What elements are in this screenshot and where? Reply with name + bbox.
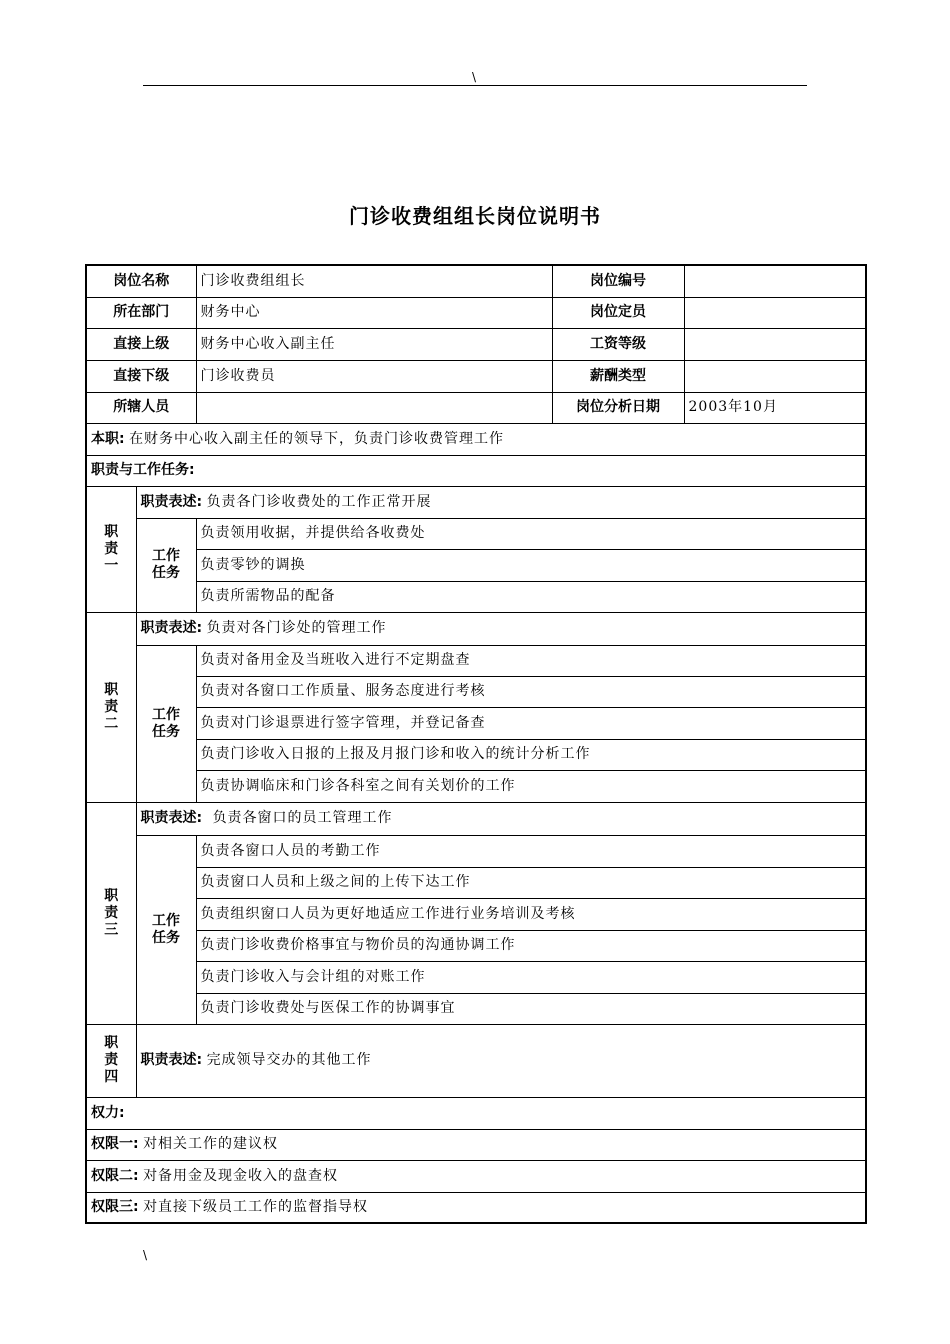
document-title: 门诊收费组组长岗位说明书 <box>349 204 601 228</box>
task-row <box>86 676 866 707</box>
task-item: 负责对各窗口工作质量、服务态度进行考核 <box>196 676 866 707</box>
statement-text: 负责各窗口的员工管理工作 <box>212 810 393 826</box>
power-text: 对备用金及现金收入的盘查权 <box>143 1167 339 1184</box>
task-item: 负责窗口人员和上级之间的上传下达工作 <box>196 867 866 898</box>
field-label: 岗位分析日期 <box>552 392 684 423</box>
task-row <box>86 549 866 581</box>
field-value: 2003年10月 <box>684 392 866 423</box>
field-value <box>196 392 552 423</box>
task-row <box>86 707 866 739</box>
field-value: 门诊收费员 <box>196 360 552 392</box>
duty-name: 职 责 二 <box>86 612 136 802</box>
duty-name: 职 责 三 <box>86 802 136 1024</box>
power-separator: : <box>133 1167 139 1184</box>
statement-text: 负责各门诊收费处的工作正常开展 <box>206 493 432 510</box>
duty-statement-row <box>86 1024 866 1097</box>
task-item: 负责门诊收费处与医保工作的协调事宜 <box>196 993 866 1024</box>
footer-mark: \ <box>143 1248 148 1262</box>
task-item: 负责零钞的调换 <box>196 549 866 581</box>
power-row <box>86 1129 866 1160</box>
task-row <box>86 835 866 867</box>
statement-label: 职责表述: <box>140 810 203 826</box>
power-row <box>86 1160 866 1192</box>
duty-summary-label: 本职: <box>91 430 125 447</box>
task-item: 负责对门诊退票进行签字管理，并登记备查 <box>196 707 866 739</box>
field-label: 薪酬类型 <box>552 360 684 392</box>
info-row <box>86 297 866 328</box>
statement-text: 负责对各门诊处的管理工作 <box>206 620 387 636</box>
info-row <box>86 265 866 297</box>
task-row <box>86 961 866 993</box>
field-value: 财务中心收入副主任 <box>196 328 552 360</box>
duty-statement-row <box>86 486 866 518</box>
field-label: 岗位编号 <box>552 265 684 297</box>
task-row <box>86 993 866 1024</box>
duty-name: 职 责 四 <box>86 1024 136 1097</box>
field-label: 岗位定员 <box>552 297 684 328</box>
statement-label: 职责表述: <box>140 493 203 510</box>
task-item: 负责组织窗口人员为更好地适应工作进行业务培训及考核 <box>196 898 866 930</box>
power-separator: : <box>133 1198 139 1215</box>
task-item: 负责所需物品的配备 <box>196 581 866 612</box>
task-label: 工作 任务 <box>136 835 196 1024</box>
powers-header: 权力: <box>86 1097 866 1129</box>
statement-label: 职责表述: <box>140 620 203 636</box>
field-value <box>684 265 866 297</box>
duty-summary-text: 在财务中心收入副主任的领导下，负责门诊收费管理工作 <box>129 430 505 447</box>
task-item: 负责门诊收入日报的上报及月报门诊和收入的统计分析工作 <box>196 739 866 770</box>
duty-statement-row <box>86 802 866 835</box>
powers-header-row <box>86 1097 866 1129</box>
field-value <box>684 328 866 360</box>
power-label: 权限二 <box>91 1167 133 1184</box>
task-item: 负责领用收据，并提供给各收费处 <box>196 518 866 549</box>
task-row <box>86 739 866 770</box>
field-label: 工资等级 <box>552 328 684 360</box>
statement-text: 完成领导交办的其他工作 <box>206 1052 372 1068</box>
field-value <box>684 360 866 392</box>
field-label: 所辖人员 <box>86 392 196 423</box>
task-item: 负责对备用金及当班收入进行不定期盘查 <box>196 645 866 676</box>
power-text: 对相关工作的建议权 <box>143 1136 279 1152</box>
task-item: 负责各窗口人员的考勤工作 <box>196 835 866 867</box>
task-label: 工作 任务 <box>136 518 196 612</box>
info-row <box>86 392 866 423</box>
duty-summary-row <box>86 423 866 455</box>
task-row <box>86 645 866 676</box>
header-mark: \ <box>472 70 477 84</box>
field-label: 直接上级 <box>86 328 196 360</box>
statement-label: 职责表述: <box>140 1052 203 1068</box>
power-separator: : <box>133 1136 139 1152</box>
task-row <box>86 930 866 961</box>
task-item: 负责协调临床和门诊各科室之间有关划价的工作 <box>196 770 866 802</box>
header-rule <box>143 85 807 86</box>
task-item: 负责门诊收费价格事宜与物价员的沟通协调工作 <box>196 930 866 961</box>
duty-name: 职 责 一 <box>86 486 136 612</box>
field-label: 直接下级 <box>86 360 196 392</box>
task-label: 工作 任务 <box>136 645 196 802</box>
field-label: 岗位名称 <box>86 265 196 297</box>
info-row <box>86 360 866 392</box>
field-label: 所在部门 <box>86 297 196 328</box>
power-label: 权限三 <box>91 1198 133 1215</box>
duties-header-row <box>86 455 866 486</box>
info-row <box>86 328 866 360</box>
duty-statement-row <box>86 612 866 645</box>
power-row <box>86 1192 866 1223</box>
field-value: 门诊收费组组长 <box>196 265 552 297</box>
job-description-table <box>85 264 867 1224</box>
power-text: 对直接下级员工工作的监督指导权 <box>143 1198 369 1215</box>
task-row <box>86 581 866 612</box>
duties-header: 职责与工作任务: <box>86 455 866 486</box>
power-label: 权限一 <box>91 1136 133 1152</box>
task-row <box>86 770 866 802</box>
task-row <box>86 898 866 930</box>
field-value: 财务中心 <box>196 297 552 328</box>
field-value <box>684 297 866 328</box>
task-item: 负责门诊收入与会计组的对账工作 <box>196 961 866 993</box>
task-row <box>86 867 866 898</box>
task-row <box>86 518 866 549</box>
